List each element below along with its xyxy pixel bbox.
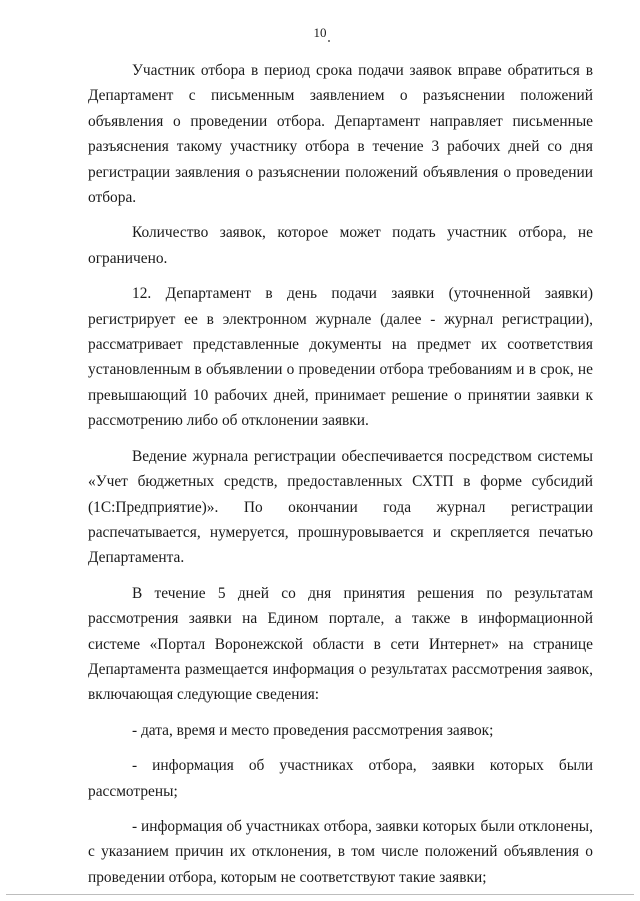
scan-edge-line [6,894,634,895]
page-number: 10 [313,25,327,40]
scan-speck [328,40,330,42]
paragraph-clarification-request: Участник отбора в период срока подачи заявок вправе обратиться в Департамент с письменным заявлением о разъяснении положений объявления о проведении отбора. Департамент направляет письменные разъяснения такому участнику отбора в течение 3 рабочих дней со дня регистрации заявления о разъяснении положений объявления о проведении отбора. [88,62,593,207]
paragraph-item-12: 12. Департамент в день подачи заявки (уточненной заявки) регистрирует ее в электронном журнале (далее - журнал регистрации), рассматривает представленные документы на предмет их соответствия установленным в объявлении о проведении отбора требованиям и в срок, не превышающий 10 рабочих дней, принимает решение о принятии заявки к рассмотрению либо об отклонении заявки. [88,285,593,430]
paragraph-registration-journal: Ведение журнала регистрации обеспечивается посредством системы «Учет бюджетных средств, предоставленных СХТП в форме субсидий (1С:Предприятие)». По окончании года журнал регистрации распечатывается, нумеруется, прошнуровывается и скрепляется печатью Департамента. [88,447,593,567]
paragraph-results-publication: В течение 5 дней со дня принятия решения по результатам рассмотрения заявки на Едином портале, а также в информационной системе «Портал Воронежской области в сети Интернет» на странице Департамента размещается информация о результатах рассмотрения заявок, включающая следующие сведения: [88,584,593,704]
list-item-reviewed-participants: - информация об участниках отбора, заявки которых были рассмотрены; [88,757,593,800]
list-item-rejected-participants: - информация об участниках отбора, заявки которых были отклонены, с указанием причин их отклонения, в том числе положений объявления о проведении отбора, которым не соответствуют такие заявки; [88,817,593,886]
paragraph-application-count: Количество заявок, которое может подать участник отбора, не ограничено. [88,224,593,267]
list-item-date-time-place: - дата, время и место проведения рассмотрения заявок; [132,721,494,739]
document-body [88,58,593,900]
